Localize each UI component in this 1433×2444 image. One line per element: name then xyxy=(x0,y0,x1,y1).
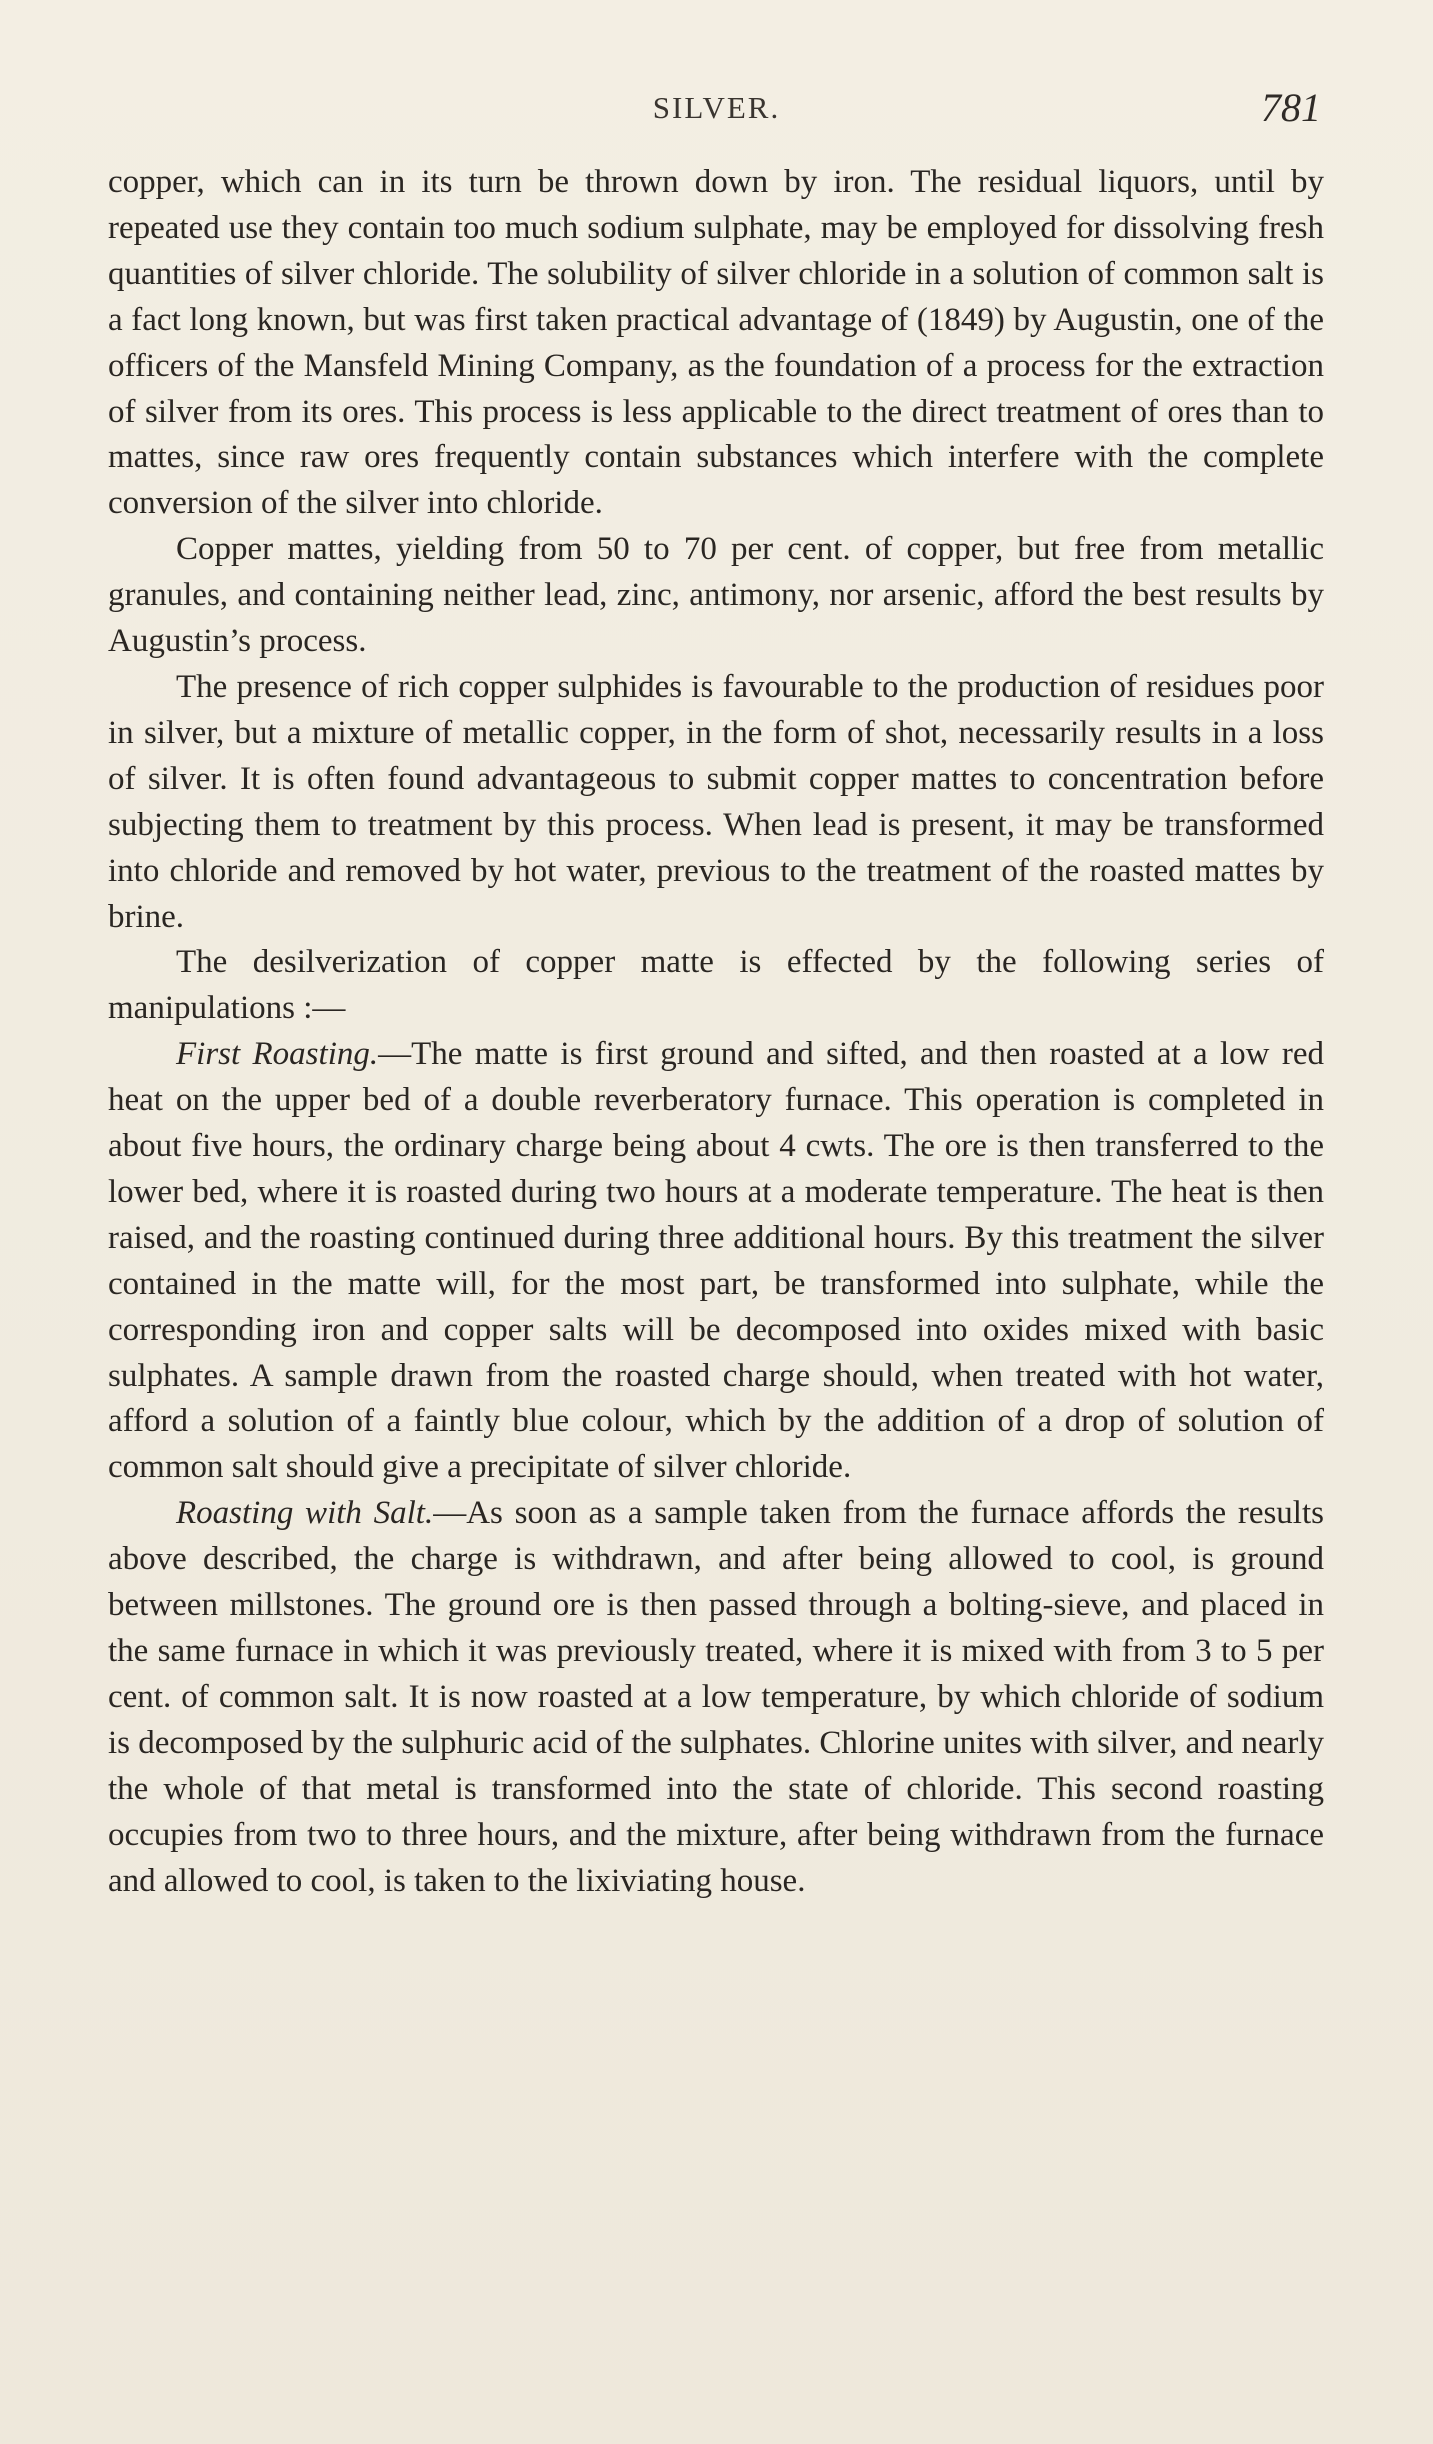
section-run-in-heading: Roasting with Salt. xyxy=(176,1495,434,1532)
running-head xyxy=(0,84,1433,144)
paragraph-text: —The matte is first ground and sifted, and then roasted at a low red heat on the upper bed of a double reverberatory furnace. This operation is completed in about five hours, the ordinary charge being about 4 cwts. The ore is then transferred to the lower bed, where it is roasted during two hours at a moderate temperature. The heat is then raised, and the roasting continued during three additional hours. By this treatment the silver contained in the matte will, for the most part, be transformed into sulphate, while the corresponding iron and copper salts will be decomposed into oxides mixed with basic sulphates. A sample drawn from the roasted charge should, when treated with hot water, afford a solution of a faintly blue colour, which by the addition of a drop of solution of common salt should give a precipitate of silver chloride. xyxy=(108,1036,1324,1486)
paragraph: Copper mattes, yielding from 50 to 70 per cent. of copper, but free from metallic granules, and containing neither lead, zinc, antimony, nor arsenic, afford the best results by Augustin’s process. xyxy=(108,531,1324,660)
paragraph xyxy=(108,1491,1324,1904)
paragraph: The desilverization of copper matte is effected by the following series of manipulations :— xyxy=(108,944,1324,1027)
section-run-in-heading: First Roasting. xyxy=(176,1036,379,1073)
page-number: 781 xyxy=(1261,85,1321,130)
paragraph xyxy=(108,1032,1324,1491)
body-text xyxy=(108,160,1324,1904)
paragraph: copper, which can in its turn be thrown down by iron. The residual liquors, until by repeated use they contain too much sodium sulphate, may be employed for dissolving fresh quantities of silver chloride. The solubility of silver chloride in a solution of common salt is a fact long known, but was first taken practical advantage of (1849) by Augustin, one of the officers of the Mansfeld Mining Company, as the foundation of a process for the extraction of silver from its ores. This process is less applicable to the direct treatment of ores than to mattes, since raw ores frequently contain substances which interfere with the complete conversion of the silver into chloride. xyxy=(108,164,1324,522)
paragraph: The presence of rich copper sulphides is favourable to the production of residues poor in silver, but a mixture of metallic copper, in the form of shot, necessarily results in a loss of silver. It is often found advantageous to submit copper mattes to concentration before subjecting them to treatment by this process. When lead is present, it may be transformed into chloride and removed by hot water, previous to the treatment of the roasted mattes by brine. xyxy=(108,668,1324,935)
running-title: SILVER. xyxy=(652,90,781,125)
paragraph-text: —As soon as a sample taken from the furnace affords the results above described, the charge is withdrawn, and after being allowed to cool, is ground between millstones. The ground ore is then passed through a bolting-sieve, and placed in the same furnace in which it was previously treated, where it is mixed with from 3 to 5 per cent. of common salt. It is now roasted at a low temperature, by which chloride of sodium is decomposed by the sulphuric acid of the sulphates. Chlorine unites with silver, and nearly the whole of that metal is transformed into the state of chloride. This second roasting occupies from two to three hours, and the mixture, after being withdrawn from the furnace and allowed to cool, is taken to the lixiviating house. xyxy=(108,1495,1324,1899)
